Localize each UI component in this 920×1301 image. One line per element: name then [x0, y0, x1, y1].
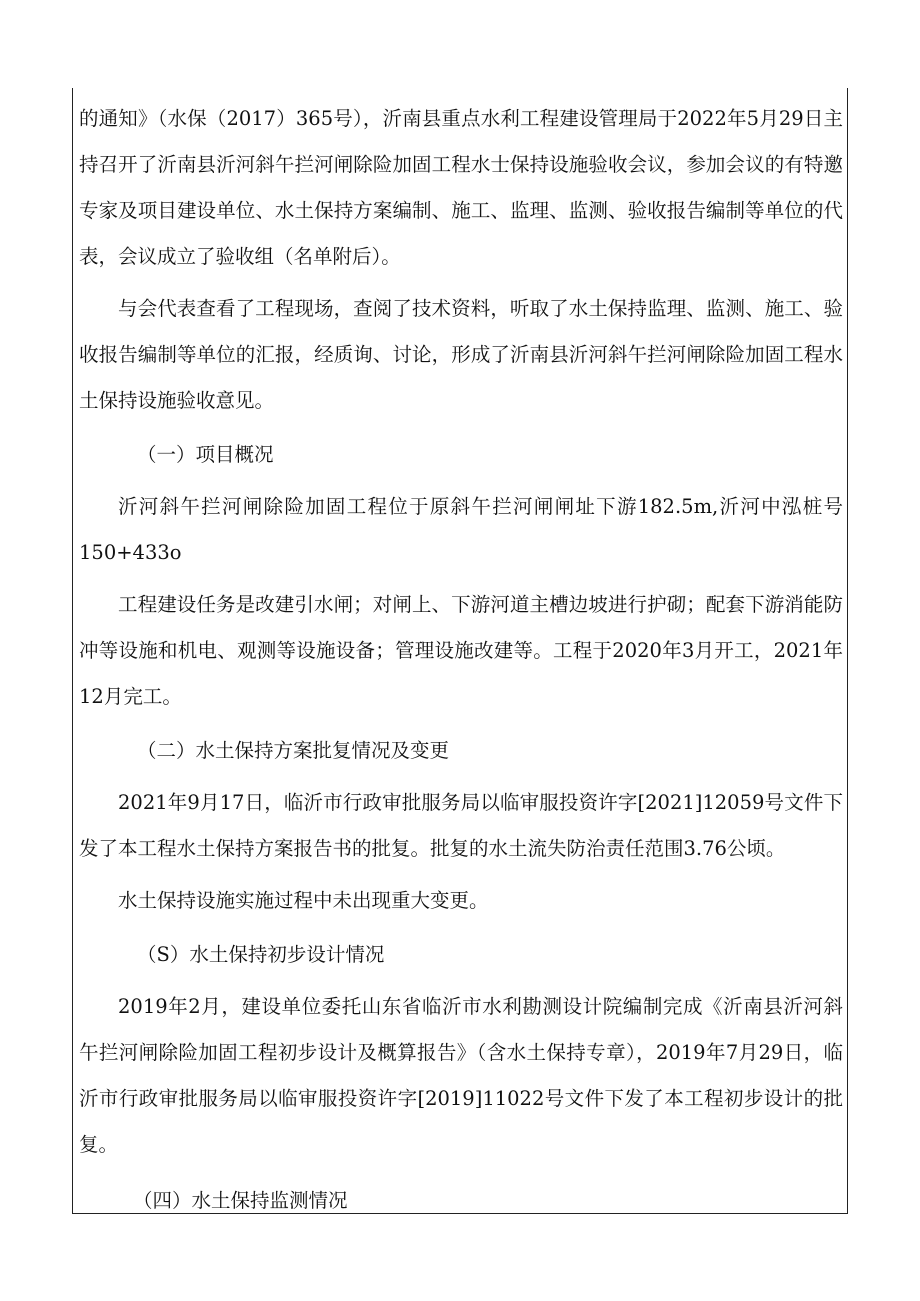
- paragraph-construction-tasks: 工程建设任务是改建引水闸；对闸上、下游河道主槽边坡进行护砌；配套下游消能防冲等设施和机电、观测等设施设备；管理设施改建等。工程于2020年3月开工，2021年12月完工。: [79, 593, 843, 708]
- heading-preliminary-design: （S）水土保持初步设计情况: [137, 943, 385, 966]
- paragraph-no-major-change: 水土保持设施实施过程中未出现重大变更。: [118, 889, 489, 912]
- paragraph-meeting-intro: 的通知》（水保（2017）365号），沂南县重点水利工程建设管理局于2022年5月29日主持召开了沂南县沂河斜午拦河闸除险加固工程水士保持设施验收会议，参加会议的有特邀专家及项目建设单位、水土保持方案编制、施工、监理、监测、验收报告编制等单位的代表，会议成立了验收组（名单附后）。: [79, 107, 843, 268]
- paragraph-plan-approval: 2021年9月17日，临沂市行政审批服务局以临审服投资许字[2021]12059号文件下发了本工程水土保持方案报告书的批复。批复的水土流失防治责任范围3.76公顷。: [79, 791, 843, 860]
- paragraph-project-location: 沂河斜午拦河闸除险加固工程位于原斜午拦河闸闸址下游182.5m,沂河中泓桩号150+433o: [79, 495, 843, 564]
- heading-plan-approval: （二）水土保持方案批复情况及变更: [137, 739, 450, 762]
- document-body: [79, 96, 843, 1224]
- heading-project-overview: （一）项目概况: [137, 443, 274, 466]
- paragraph-preliminary-design: 2019年2月，建设单位委托山东省临沂市水利勘测设计院编制完成《沂南县沂河斜午拦河闸除险加固工程初步设计及概算报告》（含水土保持专章），2019年7月29日，临沂市行政审批服务局以临审服投资许字[2019]11022号文件下发了本工程初步设计的批复。: [79, 995, 843, 1156]
- paragraph-site-review: 与会代表查看了工程现场，查阅了技术资料，听取了水土保持监理、监测、施工、验收报告编制等单位的汇报，经质询、讨论，形成了沂南县沂河斜午拦河闸除险加固工程水土保持设施验收意见。: [79, 297, 843, 412]
- heading-monitoring: （四）水土保持监测情况: [133, 1189, 348, 1212]
